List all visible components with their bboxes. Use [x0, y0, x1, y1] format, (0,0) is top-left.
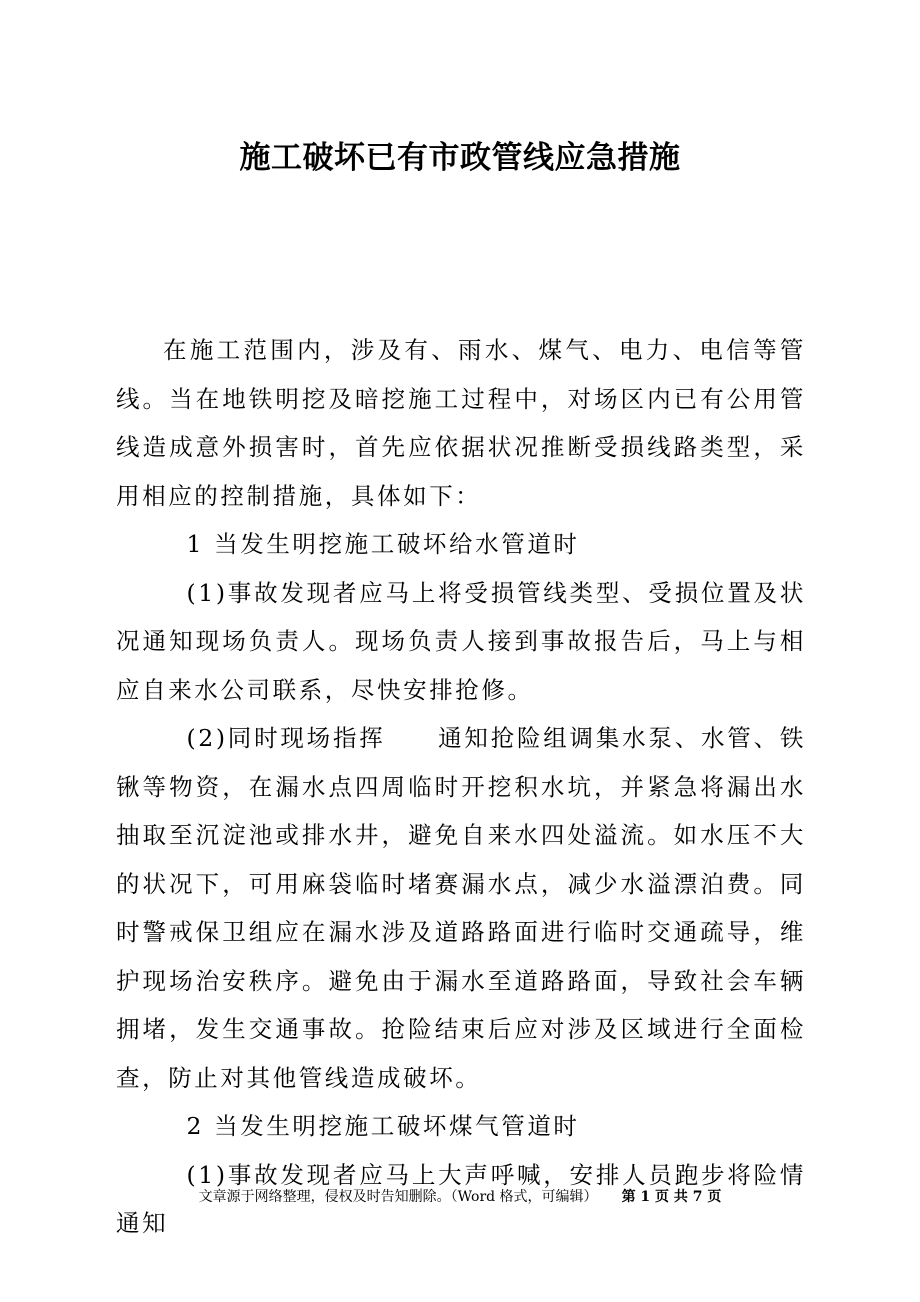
document-body — [116, 326, 806, 1248]
footer-source-note: 文章源于网络整理，侵权及时告知删除。（Word 格式，可编辑） — [198, 1189, 598, 1205]
section-1-item-2: (2)同时现场指挥 通知抢险组调集水泵、水管、铁锹等物资，在漏水点四周临时开挖积水坑，并紧急将漏出水抽取至沉淀池或排水井，避免自来水四处溢流。如水压不大的状况下，可用麻袋临时堵赛漏水点，减少水溢漂泊费。同时警戒保卫组应在漏水涉及道路路面进行临时交通疏导，维护现场治安秩序。避免由于漏水至道路路面，导致社会车辆拥堵，发生交通事故。抢险结束后应对涉及区域进行全面检查，防止对其他管线造成破坏。 — [116, 724, 806, 1092]
page-footer — [0, 1187, 920, 1207]
section-heading-2: 2 当发生明挖施工破坏煤气管道时 — [186, 1112, 580, 1140]
intro-paragraph: 在施工范围内，涉及有、雨水、煤气、电力、电信等管线。当在地铁明挖及暗挖施工过程中，对场区内已有公用管线造成意外损害时，首先应依据状况推断受损线路类型，采用相应的控制措施，具体如下： — [116, 336, 806, 510]
section-heading-1: 1 当发生明挖施工破坏给水管道时 — [186, 530, 580, 558]
section-2-item-1: (1)事故发现者应马上大声呼喊，安排人员跑步将险情通知 — [116, 1160, 806, 1237]
document-title: 施工破坏已有市政管线应急措施 — [239, 140, 681, 176]
footer-page-info: 第 1 页 共 7 页 — [621, 1189, 722, 1205]
section-1-item-1: (1)事故发现者应马上将受损管线类型、受损位置及状况通知现场负责人。现场负责人接到事故报告后，马上与相应自来水公司联系，尽快安排抢修。 — [116, 578, 806, 704]
